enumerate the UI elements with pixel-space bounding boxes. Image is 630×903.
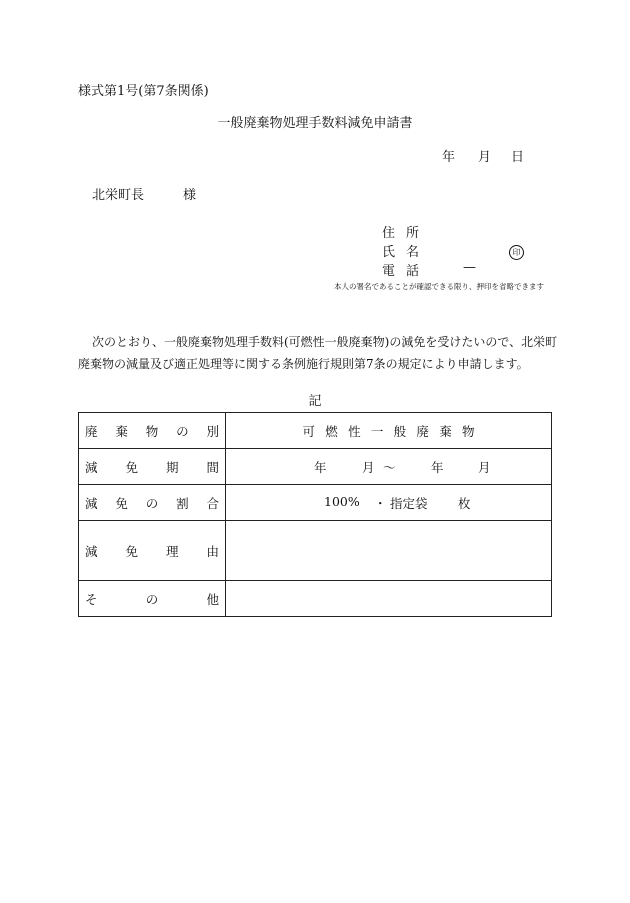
application-table: [78, 412, 552, 617]
value-exemption-period: 年 月 ～ 年 月: [226, 449, 552, 485]
table-row: [79, 485, 552, 521]
addressee-name: 北栄町長: [92, 188, 145, 203]
phone-label-2: 話: [406, 264, 420, 279]
document-title: 一般廃棄物処理手数料減免申請書: [217, 116, 413, 131]
value-exemption-reason: [226, 521, 552, 581]
phone-dash: —: [463, 260, 476, 275]
table-row: [79, 413, 552, 449]
address-label-2: 所: [406, 226, 420, 241]
label-exemption-reason: 減 免 理 由: [79, 521, 226, 581]
ki-heading: 記: [308, 394, 322, 409]
seal-icon: 印: [509, 245, 524, 260]
date-day: 日: [511, 150, 525, 165]
table-row: [79, 581, 552, 617]
label-other: そ の 他: [79, 581, 226, 617]
label-waste-type: 廃 棄 物 の 別: [79, 413, 226, 449]
address-label-1: 住: [382, 226, 396, 241]
table-row: [79, 521, 552, 581]
body-line-1: 次のとおり、一般廃棄物処理手数料(可燃性一般廃棄物)の減免を受けたいので、北栄町: [92, 335, 558, 349]
body-line-2: 廃棄物の減量及び適正処理等に関する条例施行規則第7条の規定により申請します。: [78, 357, 529, 371]
label-exemption-rate: 減 免 の 割 合: [79, 485, 226, 521]
seal-note: 本人の署名であることが確認できる限り、押印を省略できます: [334, 282, 544, 291]
date-year: 年: [442, 150, 456, 165]
date-month: 月: [478, 150, 492, 165]
name-label-2: 名: [406, 245, 420, 260]
value-exemption-rate: 100% ・ 指定袋 枚: [226, 485, 552, 521]
label-exemption-period: 減 免 期 間: [79, 449, 226, 485]
name-label-1: 氏: [382, 245, 396, 260]
value-waste-type: 可 燃 性 一 般 廃 棄 物: [226, 413, 552, 449]
table-row: [79, 449, 552, 485]
seal-mark: [509, 240, 524, 260]
form-number: 様式第1号(第7条関係): [78, 84, 209, 99]
addressee-honorific: 様: [183, 188, 197, 203]
value-other: [226, 581, 552, 617]
phone-label-1: 電: [382, 264, 396, 279]
